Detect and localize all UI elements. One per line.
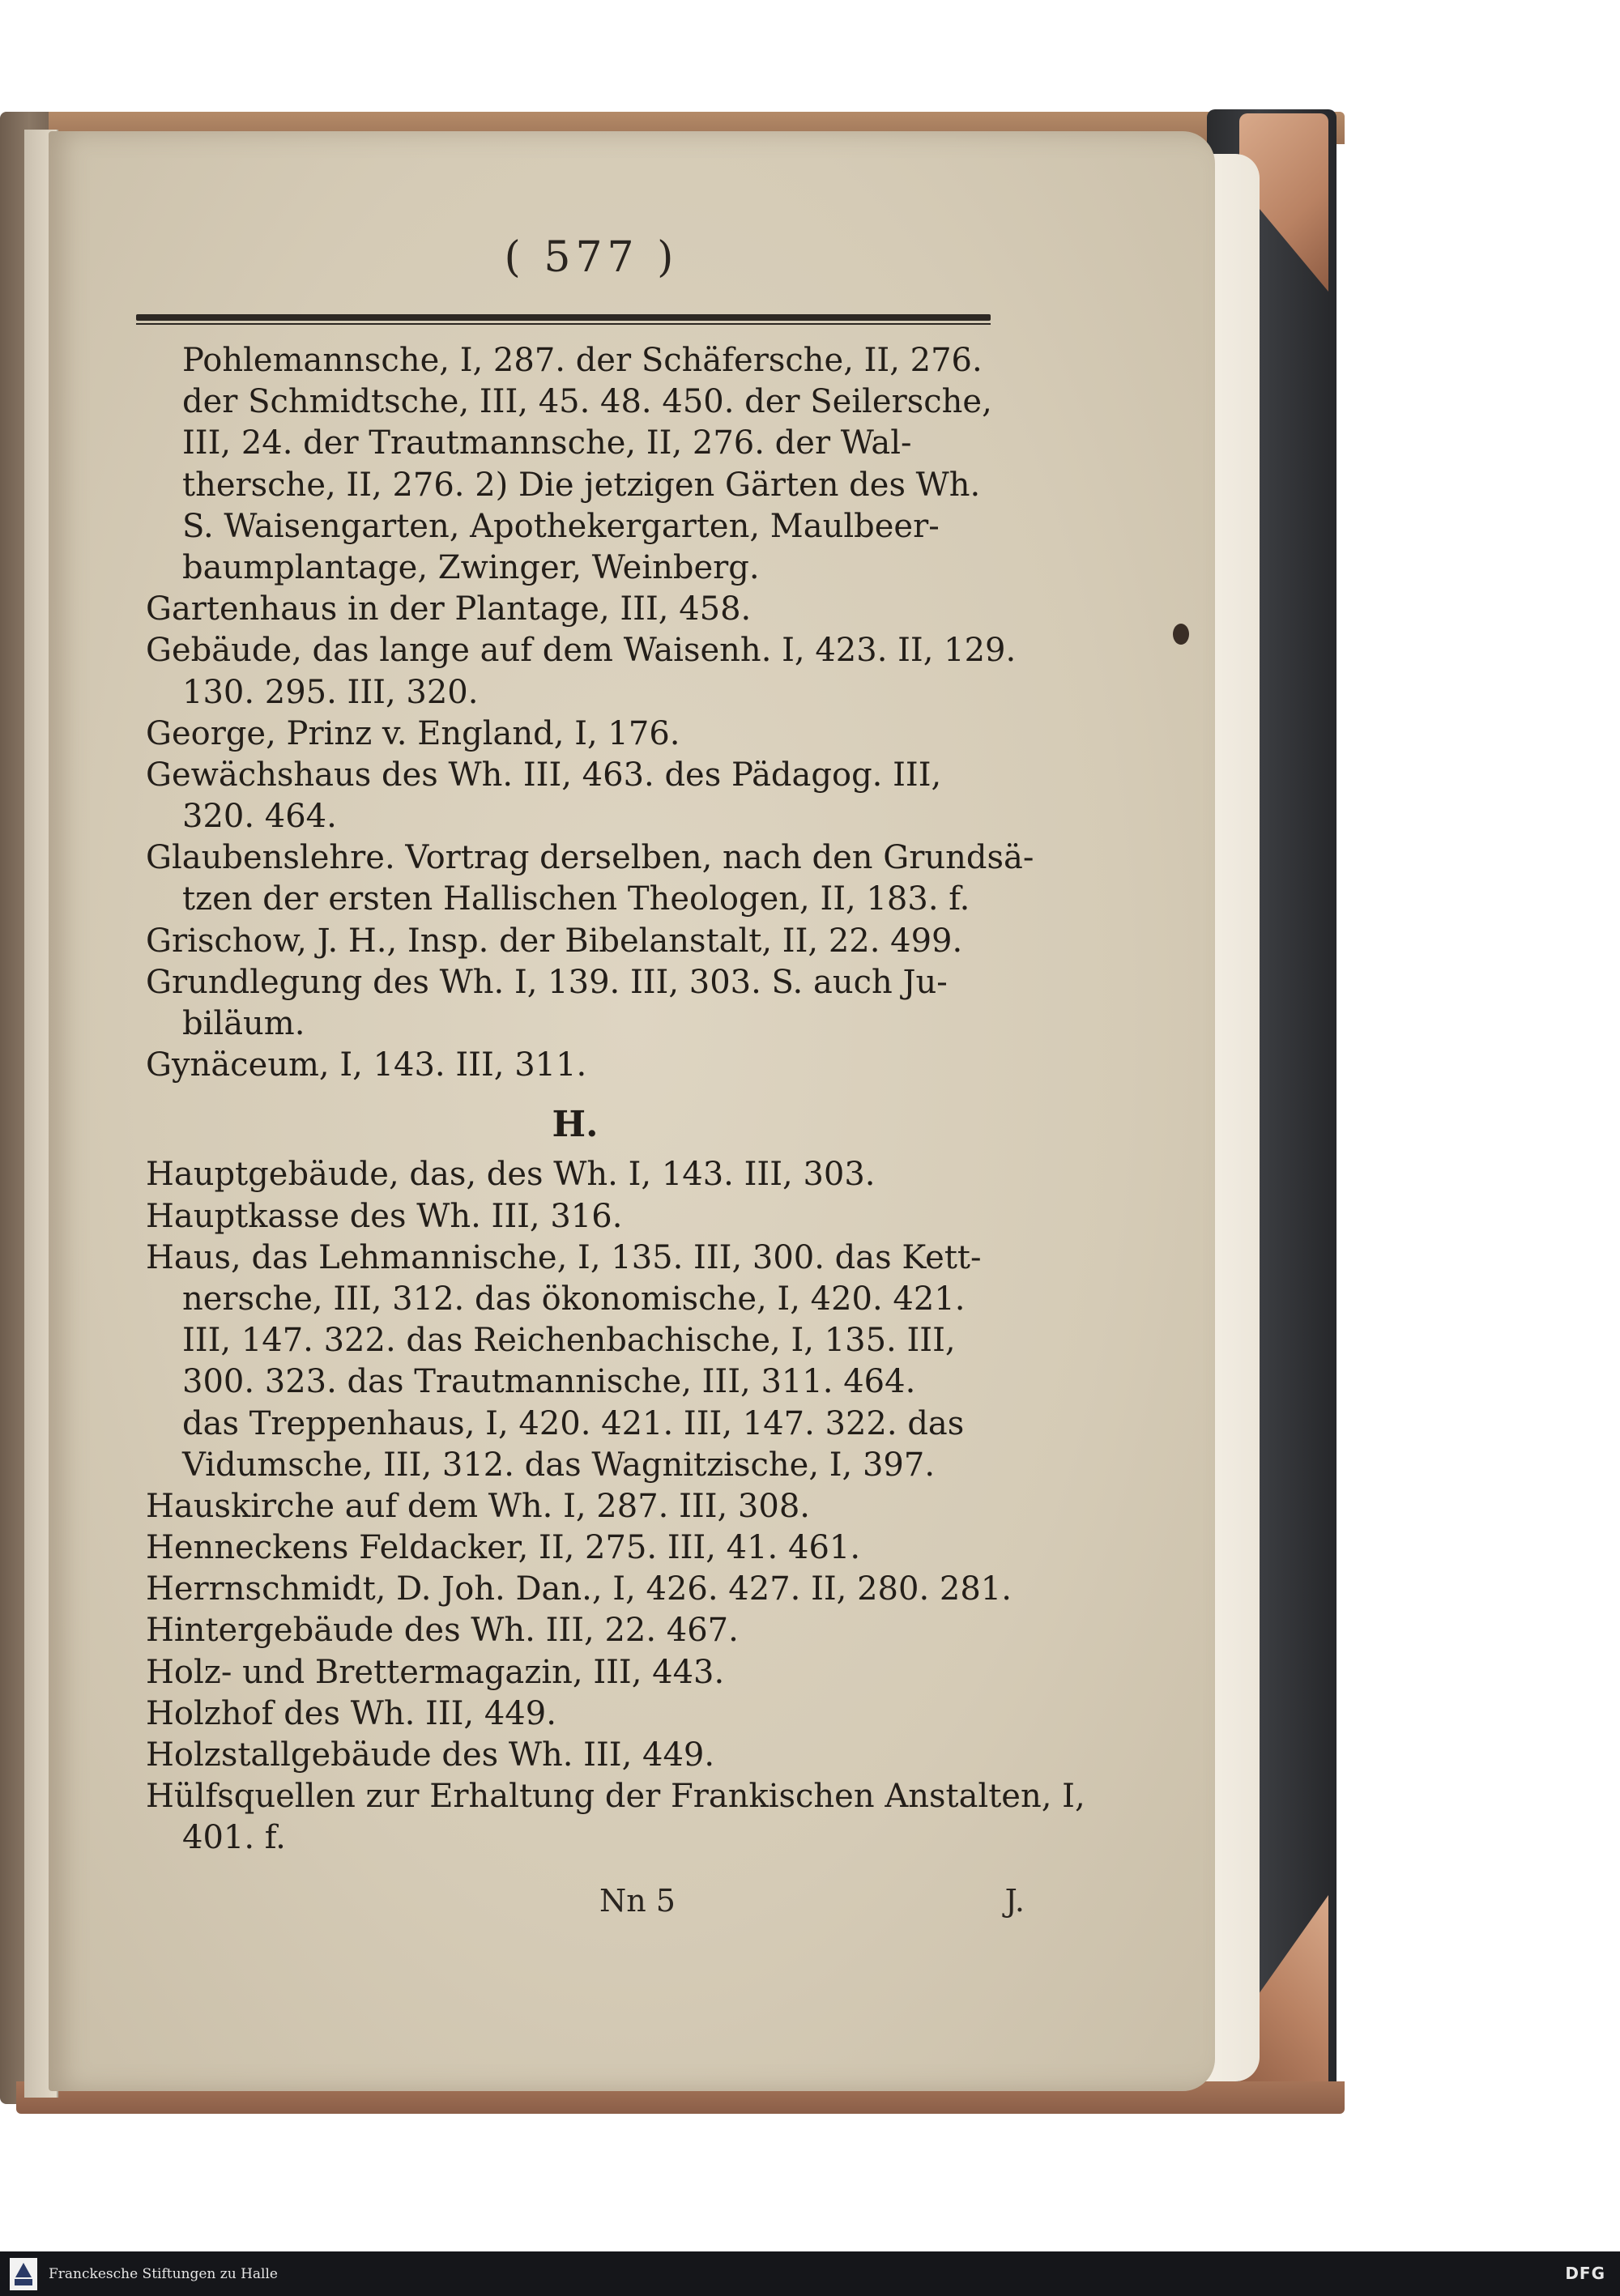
index-line: Hauptkasse des Wh. III, 316. xyxy=(146,1197,623,1235)
index-line: Haus, das Lehmannische, I, 135. III, 300. das Kett- xyxy=(146,1238,982,1276)
index-line: thersche, II, 276. 2) Die jetzigen Gärten des Wh. xyxy=(182,466,981,504)
index-line: tzen der ersten Hallischen Theologen, II, 183. f. xyxy=(182,880,970,918)
index-line: 401. f. xyxy=(182,1819,286,1857)
index-line: Holzstallgebäude des Wh. III, 449. xyxy=(146,1736,715,1774)
index-line: Henneckens Feldacker, II, 275. III, 41. 461. xyxy=(146,1529,861,1567)
index-line: 320. 464. xyxy=(182,798,337,836)
index-line: Holzhof des Wh. III, 449. xyxy=(146,1694,556,1732)
header-rule-thin xyxy=(136,323,991,325)
index-line: Hauptgebäude, das, des Wh. I, 143. III, 303. xyxy=(146,1156,876,1194)
index-line: Hauskirche auf dem Wh. I, 287. III, 308. xyxy=(146,1487,810,1525)
index-entries xyxy=(146,340,1085,1859)
index-line: biläum. xyxy=(182,1005,305,1042)
index-line: Glaubenslehre. Vortrag derselben, nach den Grundsä- xyxy=(146,839,1034,877)
dfg-logo: DFG xyxy=(1565,2264,1605,2283)
index-line: Grundlegung des Wh. I, 139. III, 303. S. auch Ju- xyxy=(146,963,948,1001)
ink-spot xyxy=(1173,624,1189,645)
index-line: Pohlemannsche, I, 287. der Schäfersche, II, 276. xyxy=(182,342,983,379)
index-line: Grischow, J. H., Insp. der Bibelanstalt, II, 22. 499. xyxy=(146,922,963,960)
catchword: J. xyxy=(1004,1883,1025,1919)
index-line: Hintergebäude des Wh. III, 22. 467. xyxy=(146,1612,739,1650)
index-line: das Treppenhaus, I, 420. 421. III, 147. 322. das xyxy=(182,1404,965,1442)
index-line: Holz- und Brettermagazin, III, 443. xyxy=(146,1653,725,1691)
index-line: Gartenhaus in der Plantage, III, 458. xyxy=(146,590,752,628)
index-line: Herrnschmidt, D. Joh. Dan., I, 426. 427. II, 280. 281. xyxy=(146,1570,1012,1608)
signature-mark: Nn 5 xyxy=(599,1883,676,1919)
index-line: George, Prinz v. England, I, 176. xyxy=(146,714,680,752)
header-rule xyxy=(136,314,991,321)
index-line: Gynäceum, I, 143. III, 311. xyxy=(146,1046,587,1084)
index-line: S. Waisengarten, Apothekergarten, Maulbeer- xyxy=(182,507,940,545)
index-line: III, 147. 322. das Reichenbachische, I, 135. III, xyxy=(182,1322,956,1360)
page-number-header: ( 577 ) xyxy=(504,233,679,282)
index-line: baumplantage, Zwinger, Weinberg. xyxy=(182,548,760,586)
institution-logo-icon xyxy=(10,2258,37,2290)
section-letter: H. xyxy=(552,1104,599,1146)
index-line: III, 24. der Trautmannsche, II, 276. der Wal- xyxy=(182,424,912,462)
index-line: Gewächshaus des Wh. III, 463. des Pädagog. III, xyxy=(146,756,942,794)
index-line: Gebäude, das lange auf dem Waisenh. I, 423. II, 129. xyxy=(146,632,1017,670)
index-line: der Schmidtsche, III, 45. 48. 450. der Seilersche, xyxy=(182,383,992,421)
index-line: 130. 295. III, 320. xyxy=(182,673,479,711)
index-line: 300. 323. das Trautmannische, III, 311. 464. xyxy=(182,1363,916,1401)
institution-label: Franckesche Stiftungen zu Halle xyxy=(49,2265,278,2282)
viewer-footer-bar xyxy=(0,2251,1620,2296)
index-line: nersche, III, 312. das ökonomische, I, 420. 421. xyxy=(182,1280,966,1318)
index-line: Hülfsquellen zur Erhaltung der Frankischen Anstalten, I, xyxy=(146,1778,1085,1816)
index-line: Vidumsche, III, 312. das Wagnitzische, I, 397. xyxy=(182,1446,936,1484)
